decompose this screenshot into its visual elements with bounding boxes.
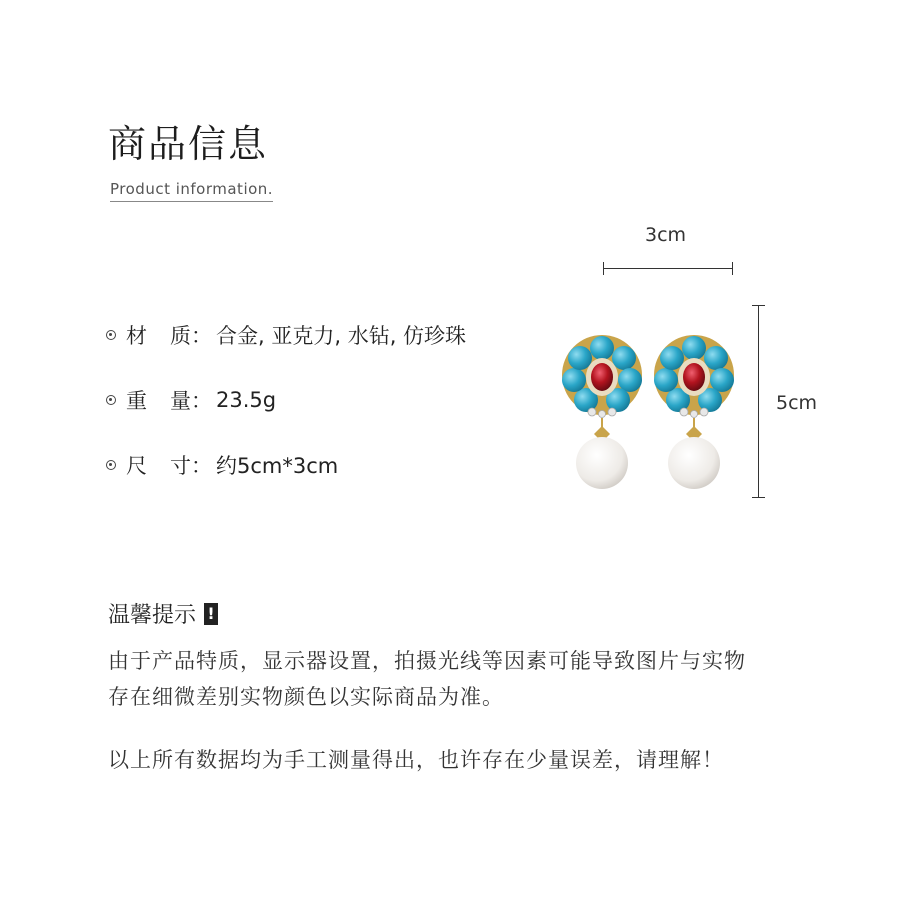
tips-line-3: 以上所有数据均为手工测量得出，也许存在少量误差，请理解！ [108,748,724,772]
spec-value: 约5cm*3cm [216,454,339,478]
spec-label: 重 量： [126,389,212,413]
spec-weight [106,385,276,415]
exclamation-icon: ! [204,603,218,625]
earring-left [562,335,642,489]
spec-value: 23.5g [216,388,277,412]
height-dimension-line [758,305,759,498]
tips-heading: 温馨提示 ! [108,598,218,629]
bullet-icon [106,460,116,470]
bullet-icon [106,330,116,340]
tips-line-2: 存在细微差别实物颜色以实际商品为准。 [108,685,504,709]
spec-value: 合金, 亚克力, 水钻, 仿珍珠 [216,324,467,348]
earrings-product-image [556,330,746,495]
width-dimension-label: 3cm [645,224,687,246]
page-subtitle: Product information. [110,180,273,202]
spec-label: 材 质： [126,324,212,348]
spec-label: 尺 寸： [126,454,212,478]
tips-line-1: 由于产品特质，显示器设置，拍摄光线等因素可能导致图片与实物 [108,649,746,673]
spec-size [106,450,338,480]
page-title: 商品信息 [108,122,269,166]
spec-material [106,320,466,350]
bullet-icon [106,395,116,405]
width-dimension-line [603,268,733,269]
height-dimension-label: 5cm [776,392,818,414]
